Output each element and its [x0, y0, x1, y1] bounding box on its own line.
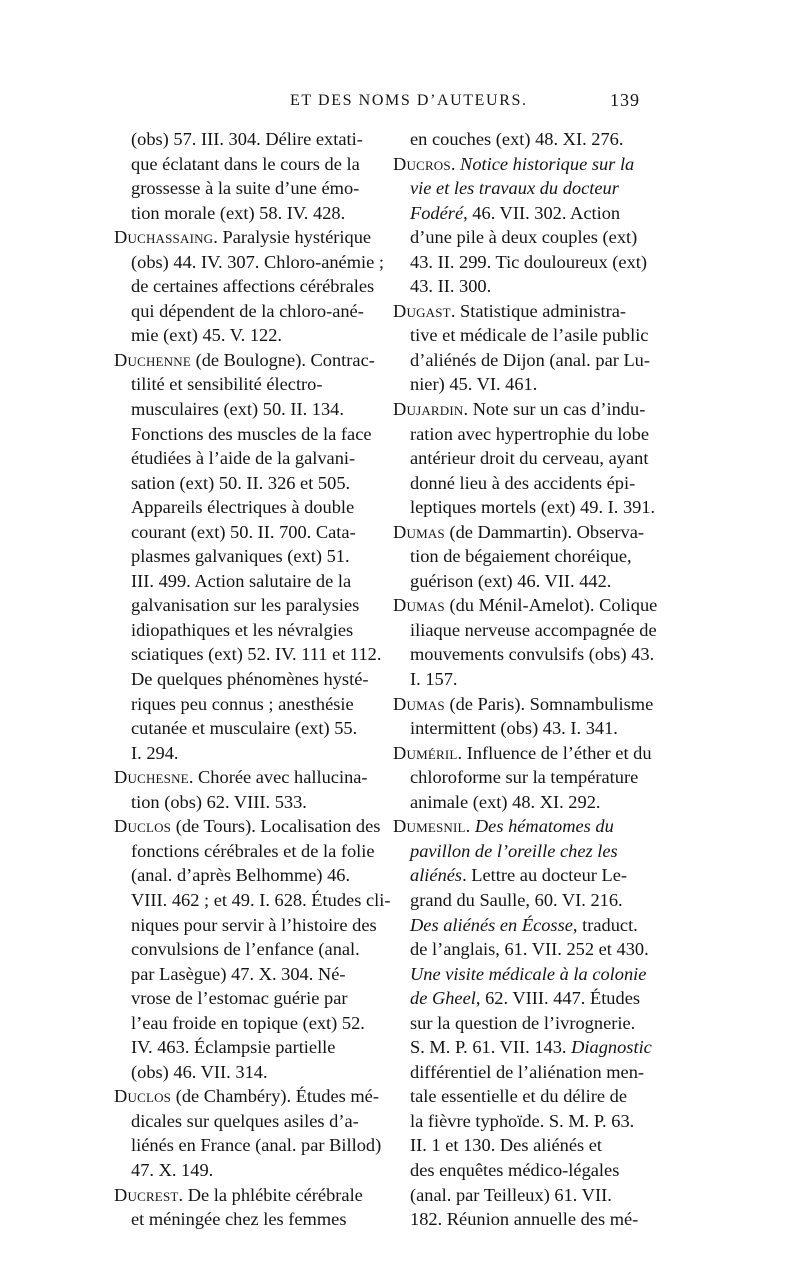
index-entry-line: [114, 348, 391, 373]
text-segment: II. 1 et 130. Des aliénés et: [410, 1135, 603, 1156]
text-segment: mouvements convulsifs (obs) 43.: [410, 644, 655, 665]
text-line: [131, 250, 391, 275]
text-line: [410, 863, 672, 888]
running-head: ET DES NOMS D’AUTEURS.: [290, 92, 528, 109]
text-line: [410, 618, 672, 643]
text-segment: d’aliénés de Dijon (anal. par Lu-: [410, 349, 651, 370]
text-line: [410, 176, 672, 201]
text-line: [131, 520, 391, 545]
text-line: [410, 471, 672, 496]
title-italic: Fodéré: [410, 202, 464, 223]
text-segment: et méningée chez les femmes: [131, 1209, 347, 1230]
text-line: [131, 152, 391, 177]
text-line: [131, 1109, 391, 1134]
text-segment: III. 499. Action salutaire de la: [131, 570, 352, 591]
text-line: [410, 274, 672, 299]
author-name: Ducrest: [114, 1184, 179, 1205]
text-segment: 43. II. 300.: [410, 276, 492, 297]
text-segment: la fièvre typhoïde. S. M. P. 63.: [410, 1110, 635, 1131]
text-line: [410, 790, 672, 815]
text-segment: (du Ménil-Amelot). Colique: [444, 595, 658, 616]
text-segment: .: [465, 816, 475, 837]
text-line: [131, 397, 391, 422]
text-segment: riques peu connus ; anesthésie: [131, 693, 354, 714]
text-line: [131, 863, 391, 888]
text-line: [131, 888, 391, 913]
text-segment: sciatiques (ext) 52. IV. 111 et 112.: [131, 644, 382, 665]
text-segment: .: [450, 153, 461, 174]
text-segment: animale (ext) 48. XI. 292.: [410, 791, 601, 812]
text-segment: . Note sur un cas d’indu-: [463, 399, 646, 420]
text-line: [131, 422, 391, 447]
text-segment: de certaines affections cérébrales: [131, 276, 375, 297]
text-line: [410, 1109, 672, 1134]
text-segment: par Lasègue) 47. X. 304. Né-: [131, 963, 346, 984]
text-line: [410, 323, 672, 348]
text-segment: sur la question de l’ivrognerie.: [410, 1012, 636, 1033]
text-line: [131, 839, 391, 864]
text-segment: tion de bégaiement choréique,: [410, 546, 632, 567]
text-segment: niques pour servir à l’histoire des: [131, 914, 377, 935]
text-segment: I. 294.: [131, 742, 179, 763]
text-segment: De quelques phénomènes hysté-: [131, 669, 369, 690]
page-number: 139: [610, 90, 640, 110]
text-line: [131, 667, 391, 692]
text-line: [131, 618, 391, 643]
title-italic: Des hématomes du: [474, 816, 614, 837]
text-segment: iliaque nerveuse accompagnée de: [410, 619, 657, 640]
text-line: [410, 127, 672, 152]
text-line: [410, 765, 672, 790]
text-segment: (de Dammartin). Observa-: [444, 521, 645, 542]
text-segment: . Statistique administra-: [450, 300, 627, 321]
text-line: [410, 1011, 672, 1036]
text-segment: convulsions de l’enfance (anal.: [131, 939, 360, 960]
author-name: Duméril: [393, 742, 458, 763]
right-column: [393, 127, 672, 1232]
text-segment: IV. 463. Éclampsie partielle: [131, 1037, 336, 1058]
text-segment: , 46. VII. 302. Action: [463, 202, 621, 223]
text-segment: grand du Saulle, 60. VI. 216.: [410, 889, 623, 910]
text-line: [131, 446, 391, 471]
author-name: Duchenne: [114, 349, 191, 370]
text-segment: . Lettre au docteur Le-: [462, 865, 628, 886]
text-segment: (de Tours). Localisation des: [171, 816, 381, 837]
text-line: [410, 1084, 672, 1109]
author-name: Dumesnil: [393, 816, 466, 837]
text-line: [131, 299, 391, 324]
text-line: [410, 1207, 672, 1232]
title-italic: aliénés: [410, 865, 463, 886]
text-line: [410, 888, 672, 913]
text-segment: tale essentielle et du délire de: [410, 1086, 628, 1107]
title-italic: vie et les travaux du docteur: [410, 178, 619, 199]
text-line: [131, 323, 391, 348]
text-line: [131, 1158, 391, 1183]
text-line: [410, 839, 672, 864]
text-segment: . De la phlébite cérébrale: [178, 1184, 363, 1205]
text-line: [410, 446, 672, 471]
index-entry-line: [114, 765, 391, 790]
text-line: [410, 986, 672, 1011]
text-segment: tion morale (ext) 58. IV. 428.: [131, 202, 346, 223]
text-line: [131, 1011, 391, 1036]
text-segment: tive et médicale de l’asile public: [410, 325, 649, 346]
text-line: [410, 937, 672, 962]
text-segment: ration avec hypertrophie du lobe: [410, 423, 649, 444]
text-line: [410, 225, 672, 250]
index-entry-line: [393, 593, 672, 618]
text-segment: (anal. par Teilleux) 61. VII.: [410, 1184, 612, 1205]
text-line: [131, 593, 391, 618]
text-segment: . Chorée avec hallucina-: [188, 767, 368, 788]
left-column: [114, 127, 391, 1232]
text-segment: (obs) 57. III. 304. Délire extati-: [131, 129, 363, 149]
index-entry-line: [114, 1183, 391, 1208]
author-name: Dumas: [393, 521, 445, 542]
text-segment: , 62. VIII. 447. Études: [475, 988, 641, 1009]
text-segment: plasmes galvaniques (ext) 51.: [131, 546, 350, 567]
author-name: Dugast: [393, 300, 451, 321]
text-segment: liénés en France (anal. par Billod): [131, 1135, 382, 1156]
author-name: Duchesne: [114, 767, 189, 788]
text-segment: (de Chambéry). Études mé-: [171, 1086, 379, 1107]
text-line: [131, 176, 391, 201]
author-name: Ducros: [393, 153, 451, 174]
title-italic: de Gheel: [410, 988, 476, 1009]
text-segment: musculaires (ext) 50. II. 134.: [131, 399, 344, 420]
title-italic: Notice historique sur la: [460, 153, 635, 174]
text-segment: tion (obs) 62. VIII. 533.: [131, 791, 307, 812]
text-line: [410, 569, 672, 594]
text-segment: que éclatant dans le cours de la: [131, 153, 360, 174]
index-entry-line: [393, 692, 672, 717]
text-line: [131, 471, 391, 496]
author-name: Duclos: [114, 816, 172, 837]
index-entry-line: [393, 397, 672, 422]
text-line: [410, 1133, 672, 1158]
text-line: [410, 250, 672, 275]
text-segment: antérieur droit du cerveau, ayant: [410, 448, 649, 469]
text-segment: des enquêtes médico-légales: [410, 1159, 620, 1180]
author-name: Duclos: [114, 1086, 172, 1107]
text-line: [131, 937, 391, 962]
text-line: [131, 372, 391, 397]
text-segment: en couches (ext) 48. XI. 276.: [410, 129, 624, 149]
text-line: [410, 544, 672, 569]
text-line: [131, 127, 391, 152]
text-segment: grossesse à la suite d’une émo-: [131, 178, 360, 199]
text-segment: (de Boulogne). Contrac-: [191, 349, 375, 370]
index-entry-line: [393, 299, 672, 324]
text-segment: vrose de l’estomac guérie par: [131, 988, 348, 1009]
text-segment: . Paralysie hystérique: [213, 227, 372, 248]
text-line: [131, 790, 391, 815]
text-segment: étudiées à l’aide de la galvani-: [131, 448, 356, 469]
text-line: [410, 372, 672, 397]
index-entry-line: [393, 520, 672, 545]
text-line: [410, 1060, 672, 1085]
text-line: [410, 667, 672, 692]
text-segment: 43. II. 299. Tic douloureux (ext): [410, 251, 648, 272]
text-line: [131, 201, 391, 226]
text-segment: . Influence de l’éther et du: [457, 742, 652, 763]
text-segment: galvanisation sur les paralysies: [131, 595, 360, 616]
text-segment: (anal. d’après Belhomme) 46.: [131, 865, 351, 886]
text-line: [131, 741, 391, 766]
text-line: [131, 274, 391, 299]
title-italic: Une visite médicale à la colonie: [410, 963, 647, 984]
text-line: [131, 544, 391, 569]
text-segment: l’eau froide en topique (ext) 52.: [131, 1012, 365, 1033]
text-line: [410, 201, 672, 226]
text-line: [131, 962, 391, 987]
text-segment: (obs) 46. VII. 314.: [131, 1061, 268, 1082]
text-line: [410, 1183, 672, 1208]
title-italic: Des aliénés en Écosse: [410, 914, 573, 935]
text-segment: tilité et sensibilité électro-: [131, 374, 323, 395]
text-segment: de l’anglais, 61. VII. 252 et 430.: [410, 939, 649, 960]
text-segment: 182. Réunion annuelle des mé-: [410, 1209, 639, 1230]
text-line: [410, 1158, 672, 1183]
author-name: Duchassaing: [114, 227, 214, 248]
text-segment: fonctions cérébrales et de la folie: [131, 840, 375, 861]
text-line: [410, 913, 672, 938]
text-segment: mie (ext) 45. V. 122.: [131, 325, 283, 346]
text-line: [131, 569, 391, 594]
index-entry-line: [393, 152, 672, 177]
text-segment: sation (ext) 50. II. 326 et 505.: [131, 472, 351, 493]
text-segment: guérison (ext) 46. VII. 442.: [410, 570, 612, 591]
text-segment: différentiel de l’aliénation men-: [410, 1061, 645, 1082]
index-entry-line: [393, 741, 672, 766]
text-line: [131, 495, 391, 520]
title-italic: pavillon de l’oreille chez les: [410, 840, 618, 861]
text-line: [131, 642, 391, 667]
text-segment: S. M. P. 61. VII. 143.: [410, 1037, 572, 1058]
text-line: [131, 1060, 391, 1085]
text-line: [410, 962, 672, 987]
text-line: [131, 986, 391, 1011]
text-segment: , traduct.: [572, 914, 638, 935]
text-line: [410, 642, 672, 667]
text-segment: leptiques mortels (ext) 49. I. 391.: [410, 497, 656, 518]
text-line: [131, 692, 391, 717]
index-entry-line: [114, 1084, 391, 1109]
text-segment: Appareils électriques à double: [131, 497, 355, 518]
text-segment: idiopathiques et les névralgies: [131, 619, 354, 640]
text-segment: qui dépendent de la chloro-ané-: [131, 300, 364, 321]
text-line: [410, 1035, 672, 1060]
text-segment: dicales sur quelques asiles d’a-: [131, 1110, 359, 1131]
text-line: [131, 1207, 391, 1232]
index-entry-line: [393, 814, 672, 839]
text-segment: d’une pile à deux couples (ext): [410, 227, 638, 248]
index-entry-line: [114, 814, 391, 839]
text-segment: (de Paris). Somnambulisme: [444, 693, 654, 714]
text-line: [131, 913, 391, 938]
text-line: [410, 422, 672, 447]
text-segment: 47. X. 149.: [131, 1159, 214, 1180]
text-segment: nier) 45. VI. 461.: [410, 374, 538, 395]
text-segment: I. 157.: [410, 669, 458, 690]
text-line: [131, 716, 391, 741]
text-segment: chloroforme sur la température: [410, 767, 639, 788]
text-segment: courant (ext) 50. II. 700. Cata-: [131, 521, 356, 542]
text-segment: cutanée et musculaire (ext) 55.: [131, 718, 358, 739]
text-segment: intermittent (obs) 43. I. 341.: [410, 718, 618, 739]
index-entry-line: [114, 225, 391, 250]
text-segment: donné lieu à des accidents épi-: [410, 472, 636, 493]
text-line: [131, 1133, 391, 1158]
text-segment: Fonctions des muscles de la face: [131, 423, 372, 444]
text-line: [131, 1035, 391, 1060]
text-segment: (obs) 44. IV. 307. Chloro-anémie ;: [131, 251, 385, 272]
text-line: [410, 716, 672, 741]
text-line: [410, 348, 672, 373]
author-name: Dumas: [393, 595, 445, 616]
title-italic: Diagnostic: [571, 1037, 652, 1058]
text-line: [410, 495, 672, 520]
text-segment: VIII. 462 ; et 49. I. 628. Études cli-: [131, 889, 391, 910]
author-name: Dujardin: [393, 399, 464, 420]
author-name: Dumas: [393, 693, 445, 714]
